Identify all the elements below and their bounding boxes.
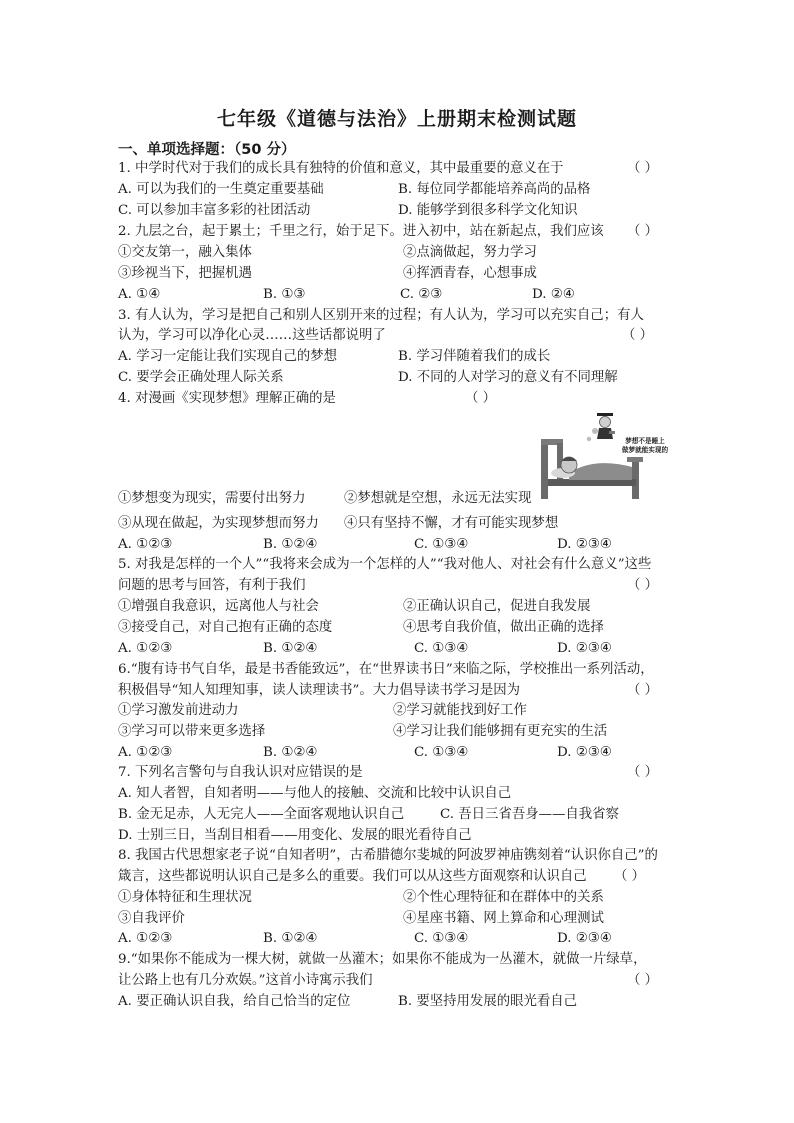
blanket (569, 463, 632, 480)
q2-choice-a: A. ①④ (118, 287, 161, 302)
bed-frame (548, 479, 636, 486)
q1-stem: 1. 中学时代对于我们的成长具有独特的价值和意义，其中最重要的意义在于 (118, 161, 564, 176)
option-letter: C. (118, 203, 133, 218)
q6-answer-blank: （ ） (627, 683, 659, 698)
q4-statement-3: ③从现在做起，为实现梦想而努力 (118, 516, 319, 531)
exam-title: 七年级《道德与法治》上册期末检测试题 (216, 108, 577, 130)
q3-option-d (398, 369, 618, 387)
q4-statement-2: ②梦想就是空想，永远无法实现 (344, 491, 532, 506)
graduation-cap-icon (597, 413, 613, 416)
q2-stem: 2. 九层之台，起于累土；千里之行，始于足下。进入初中，站在新起点，我们应该 (118, 224, 604, 239)
option-letter: B. (398, 182, 413, 197)
q6-choice-b: B. ①②④ (263, 745, 318, 760)
q1-option-d (398, 202, 577, 220)
q9-answer-blank: （ ） (627, 973, 659, 988)
q8-answer-blank: （ ） (614, 869, 646, 884)
q5-statement-1: ①增强自我意识，远离他人与社会 (118, 599, 319, 614)
q8-choice-d: D. ②③④ (557, 931, 612, 946)
cartoon-realize-dream (539, 409, 677, 501)
option-letter: C. (118, 370, 133, 385)
q5-choice-a: A. ①②③ (118, 641, 173, 656)
q7-option-b: B. 金无足赤，人无完人——全面客观地认识自己 (118, 807, 405, 822)
q7-option-d: D. 士别三日，当刮目相看——用变化、发展的眼光看待自己 (118, 828, 472, 843)
option-letter: A. (118, 182, 132, 197)
q4-statement-1: ①梦想变为现实，需要付出努力 (118, 491, 306, 506)
q6-statement-3: ③学习可以带来更多选择 (118, 724, 266, 739)
q5-statement-2: ②正确认识自己，促进自我发展 (403, 599, 591, 614)
diploma (609, 431, 615, 434)
q8-statement-4: ④星座书籍、网上算命和心理测试 (403, 911, 604, 926)
q8-statement-2: ②个性心理特征和在群体中的关系 (403, 890, 604, 905)
q3-option-c (118, 369, 284, 387)
q2-statement-3: ③珍视当下，把握机遇 (118, 266, 252, 281)
option-letter: A. (118, 349, 132, 364)
q5-statement-3: ③接受自己，对自己抱有正确的态度 (118, 620, 333, 635)
option-letter: A. (118, 994, 132, 1009)
option-text: 学习伴随着我们的成长 (416, 349, 551, 364)
q2-choice-b: B. ①③ (263, 287, 306, 302)
bed-headboard-post (541, 439, 548, 499)
q8-choice-a: A. ①②③ (118, 931, 173, 946)
option-text: 要正确认识自我，给自己恰当的定位 (136, 994, 351, 1009)
q6-choice-d: D. ②③④ (557, 745, 612, 760)
option-text: 可以参加丰富多彩的社团活动 (136, 203, 311, 218)
q5-statement-4: ④思考自我价值，做出正确的选择 (403, 620, 604, 635)
q7-option-a: A. 知人者智，自知者明——与他人的接触、交流和比较中认识自己 (118, 786, 512, 801)
option-text: 学习一定能让我们实现自己的梦想 (136, 349, 338, 364)
q5-choice-d: D. ②③④ (557, 641, 612, 656)
q5-choice-b: B. ①②④ (263, 641, 318, 656)
section-heading: 一、单项选择题：（50 分） (118, 142, 296, 158)
q5-answer-blank: （ ） (627, 578, 659, 593)
q1-option-c (118, 202, 310, 220)
q6-stem-line-1: 6.“腹有诗书气自华，最是书香能致远”，在“世界读书日”来临之际，学校推出一系列活动， (118, 662, 654, 677)
q4-choice-b: B. ①②④ (263, 537, 318, 552)
option-text: 要学会正确处理人际关系 (136, 370, 284, 385)
q5-stem-line-2: 问题的思考与回答，有利于我们 (118, 578, 306, 593)
q2-statement-1: ①交友第一，融入集体 (118, 245, 252, 260)
dream-bubble-small (587, 437, 591, 441)
q5-stem-line-1: 5. 对我是怎样的一个人”“我将来会成为一个怎样的人”“我对他人、对社会有什么意义”这些 (118, 557, 652, 572)
q9-option-b (398, 993, 577, 1011)
bed-footboard-top (627, 457, 643, 462)
option-letter: D. (398, 203, 413, 218)
q2-answer-blank: （ ） (627, 224, 659, 239)
option-text: 每位同学都能培养高尚的品格 (416, 182, 591, 197)
q8-stem-line-1: 8. 我国古代思想家老子说“自知者明”，古希腊德尔斐城的阿波罗神庙镌刻着“认识你自己”的 (118, 848, 658, 863)
q5-choice-c: C. ①③④ (414, 641, 469, 656)
option-text: 不同的人对学习的意义有不同理解 (416, 370, 618, 385)
q1-answer-blank: （ ） (627, 161, 659, 176)
q4-stem: 4. 对漫画《实现梦想》理解正确的是 (118, 391, 336, 406)
q3-stem-line-1: 3. 有人认为，学习是把自己和别人区别开来的过程；有人认为，学习可以充实自己；有人 (118, 308, 644, 323)
q7-answer-blank: （ ） (627, 765, 659, 780)
q6-choice-c: C. ①③④ (414, 745, 469, 760)
q8-choice-b: B. ①②④ (263, 931, 318, 946)
q4-choice-c: C. ①③④ (414, 537, 469, 552)
q8-statement-1: ①身体特征和生理状况 (118, 890, 252, 905)
option-letter: B. (398, 349, 413, 364)
option-text: 要坚持用发展的眼光看自己 (416, 994, 578, 1009)
q3-option-a (118, 348, 337, 366)
q3-answer-blank: （ ） (622, 328, 654, 343)
q6-statement-4: ④学习让我们能够拥有更充实的生活 (393, 724, 608, 739)
q8-statement-3: ③自我评价 (118, 911, 185, 926)
q9-stem-line-1: 9.“如果你不能成为一棵大树，就做一丛灌木；如果你不能成为一丛灌木，就做一片绿草， (118, 952, 647, 967)
q6-statement-2: ②学习就能找到好工作 (393, 703, 527, 718)
q4-choice-a: A. ①②③ (118, 537, 173, 552)
q6-statement-1: ①学习激发前进动力 (118, 703, 239, 718)
q2-statement-4: ④挥洒青春，心想事成 (403, 266, 537, 281)
q7-stem: 7. 下列名言警句与自我认识对应错误的是 (118, 765, 363, 780)
option-text: 可以为我们的一生奠定重要基础 (136, 182, 324, 197)
q4-statement-4: ④只有坚持不懈，才有可能实现梦想 (344, 516, 559, 531)
graduate-head (600, 417, 611, 428)
q8-choice-c: C. ①③④ (414, 931, 469, 946)
q1-option-a (118, 181, 324, 199)
cartoon-caption-line-1: 梦想不是睡上 (625, 437, 665, 445)
q3-option-b (398, 348, 550, 366)
option-text: 能够学到很多科学文化知识 (416, 203, 578, 218)
q8-stem-line-2: 箴言，这些都说明认识自己是多么的重要。我们可以从这些方面观察和认识自己 (118, 869, 587, 884)
q9-stem-line-2: 让公路上也有几分欢娱。”这首小诗寓示我们 (118, 973, 373, 988)
option-letter: B. (398, 994, 413, 1009)
q4-answer-blank: （ ） (465, 391, 497, 406)
q2-choice-c: C. ②③ (400, 287, 443, 302)
q6-choice-a: A. ①②③ (118, 745, 173, 760)
q9-option-a (118, 993, 350, 1011)
q2-choice-d: D. ②④ (532, 287, 575, 302)
dream-bubble-medium (592, 428, 598, 434)
q3-stem-line-2: 认为，学习可以净化心灵……这些话都说明了 (118, 328, 386, 343)
q1-option-b (398, 181, 590, 199)
q7-option-c: C. 吾日三省吾身——自我省察 (440, 807, 619, 822)
q6-stem-line-2: 积极倡导“知人知理知事，读人读理读书”。大力倡导读书学习是因为 (118, 683, 521, 698)
q2-statement-2: ②点滴做起，努力学习 (403, 245, 537, 260)
bed-footboard (632, 457, 639, 499)
option-letter: D. (398, 370, 413, 385)
cartoon-caption-line-2: 做梦就能实现的 (621, 446, 669, 454)
q4-choice-d: D. ②③④ (557, 537, 612, 552)
